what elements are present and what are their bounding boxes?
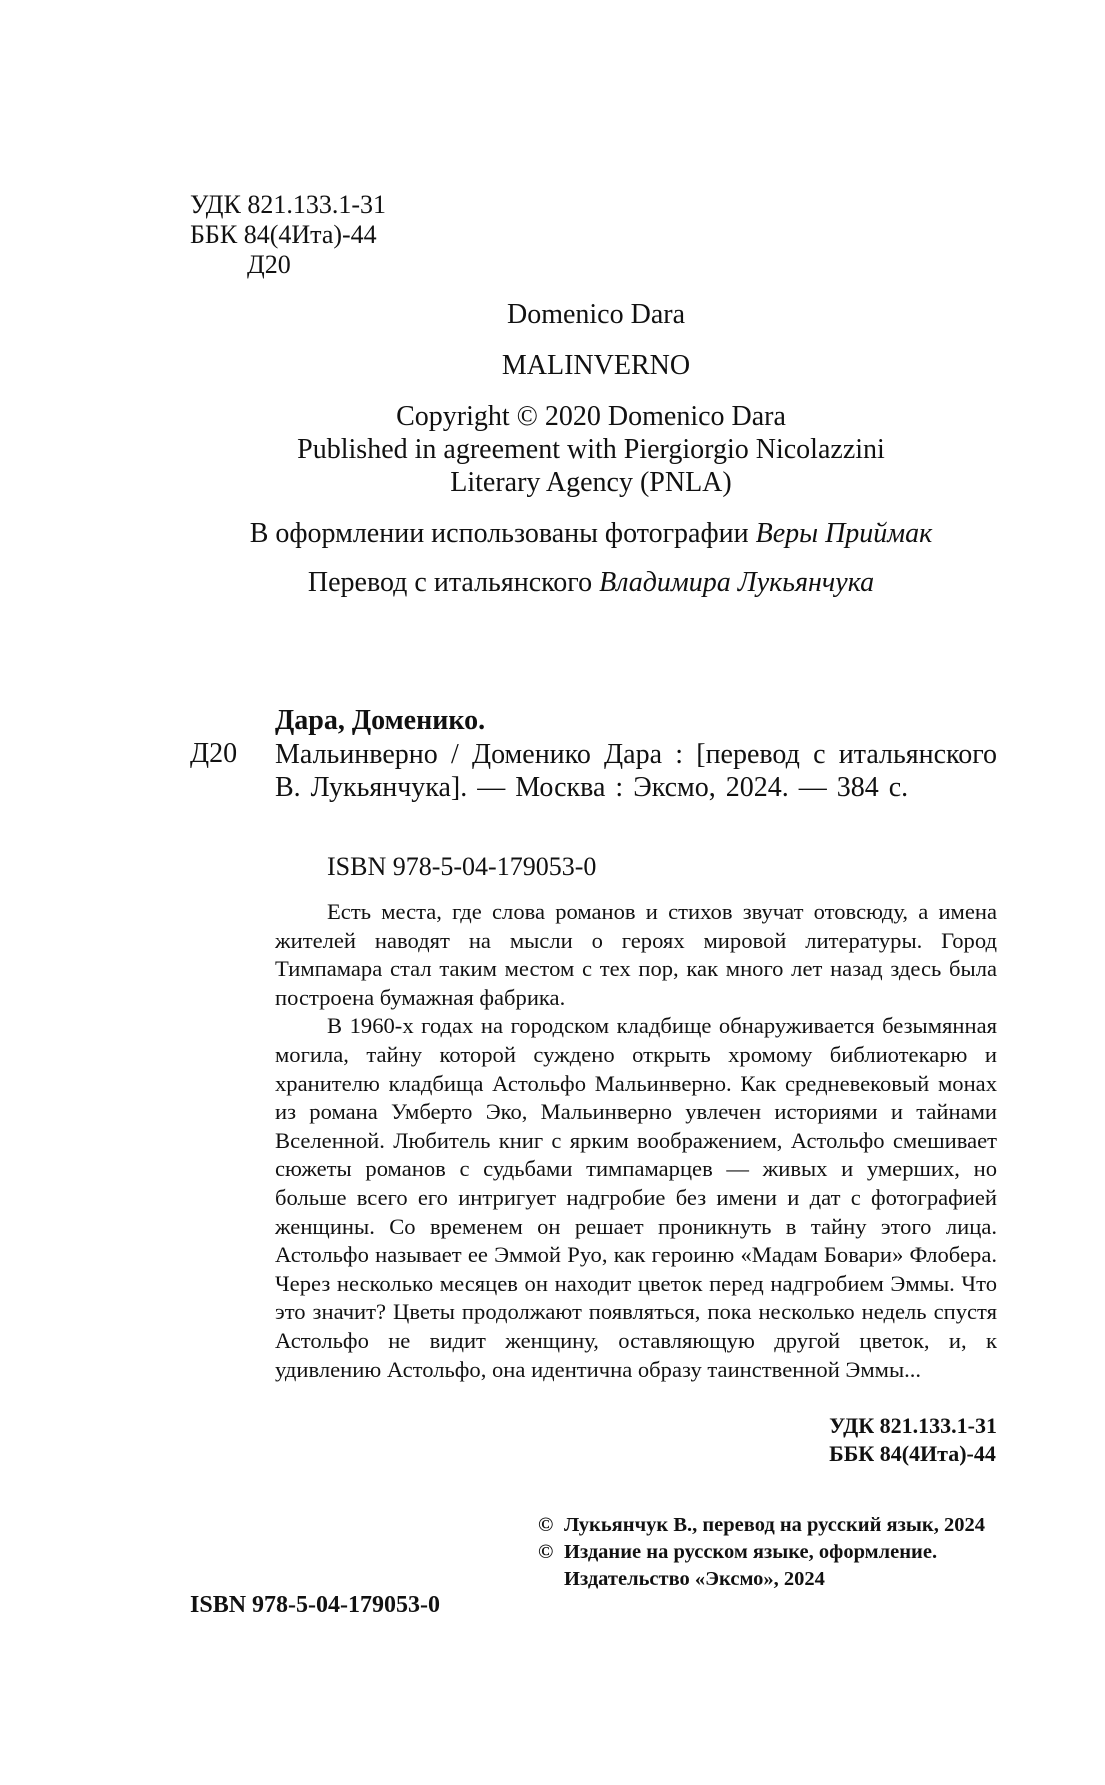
design-credit (190, 517, 992, 551)
udk-code: УДК 821.133.1-31 (190, 190, 387, 219)
annotation-paragraph-1: Есть места, где слова романов и стихов звучат отовсюду, а имена жителей наводят на мысли о героях мировой литературы. Город Тимпамара стал таким местом с тех пор, как много лет назад здесь была построена бумажная фабрика. (275, 899, 997, 1010)
annotation-udk: УДК 821.133.1-31 (829, 1413, 997, 1438)
original-title: MALINVERNO (501, 350, 691, 381)
copyright-translation (538, 1512, 1008, 1539)
translation-credit-prefix: Перевод с итальянского (307, 567, 593, 598)
annotation-codes (829, 1412, 997, 1468)
copyright-symbol: © (538, 1514, 554, 1536)
design-credit-name: Веры Приймак (755, 518, 933, 549)
author-sign: Д20 (247, 250, 291, 279)
translation-credit-name: Владимира Лукьянчука (599, 567, 875, 598)
annotation-paragraph-2: В 1960-х годах на городском кладбище обнаруживается безымянная могила, тайну которой суждено открыть хромому библиотекарю и хранителю кладбища Астольфо Мальинверно. Как средневековый монах из романа Умберто Эко, Мальинверно увлечен историями и тайнами Вселенной. Любитель книг с ярким воображением, Астольфо смешивает сюжеты романов с судьбами тимпамарцев — живых и умерших, но больше всего его интригует надгробие без имени и дат с фотографией женщины. Со временем он решает проникнуть в тайну этого лица. Астольфо называет ее Эммой Руо, как героиню «Мадам Бовари» Флобера. Через несколько месяцев он находит цветок перед надгробием Эммы. Что это значит? Цветы продолжают появляться, пока несколько недель спустя Астольфо не видит женщину, оставляющую другой цветок, и, к удивлению Астольфо, она идентична образу таинственной Эммы... (275, 1013, 997, 1382)
annotation (275, 898, 997, 1384)
design-credit-prefix: В оформлении использованы фотографии (249, 518, 749, 549)
bib-description: Мальинверно / Доменико Дара : [перевод с итальянского В. Лукьянчука]. — Москва : Эксмо, 2024. — 384 с. (275, 739, 997, 803)
copyright-translation-text: Лукьянчук В., перевод на русский язык, 2024 (564, 1514, 985, 1536)
copyright-line-1: Copyright © 2020 Domenico Dara (396, 401, 786, 432)
isbn-bottom: ISBN 978-5-04-179053-0 (190, 1592, 440, 1618)
bib-code: Д20 (190, 738, 238, 769)
bib-author-heading: Дара, Доменико. (275, 705, 486, 736)
translation-credit (190, 566, 992, 600)
copyright-notices (538, 1512, 1008, 1593)
copyright-symbol: © (538, 1541, 554, 1563)
annotation-bbk: ББК 84(4Ита)-44 (829, 1441, 996, 1466)
copyright-edition (538, 1539, 1008, 1593)
bib-isbn: ISBN 978-5-04-179053-0 (327, 852, 597, 881)
copyright-line-2: Published in agreement with Piergiorgio Nicolazzini (297, 434, 885, 465)
copyright-edition-text: Издание на русском языке, оформление. Издательство «Эксмо», 2024 (564, 1541, 938, 1590)
copyright-line-3: Literary Agency (PNLA) (450, 467, 732, 498)
bbk-code: ББК 84(4Ита)-44 (190, 220, 377, 249)
original-author: Domenico Dara (506, 299, 686, 330)
